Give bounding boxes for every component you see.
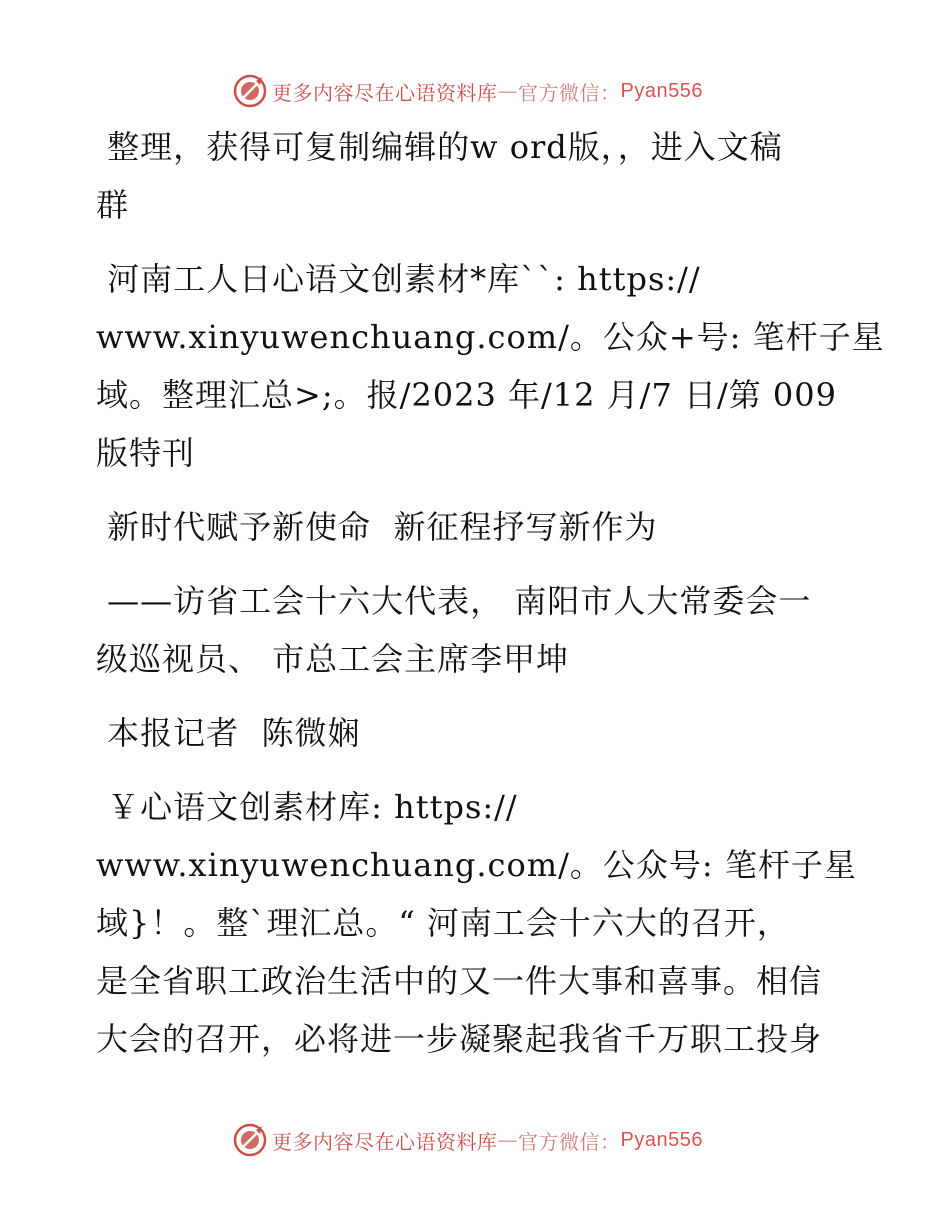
- article-title: [96, 498, 856, 556]
- text-line: 新时代赋予新使命 新征程抒写新作为: [96, 508, 658, 546]
- paragraph: [96, 250, 885, 482]
- paragraph: [96, 118, 856, 234]
- text-line: www.xinyuwenchuang.com/。公众号: 笔杆子星: [96, 846, 857, 884]
- watermark-main-text: 更多内容尽在心语资料库: [272, 80, 498, 105]
- pen-seal-logo-icon: [232, 1122, 268, 1158]
- watermark-wechat-label: 官方微信：: [518, 1129, 621, 1154]
- text-line: 版特刊: [96, 434, 196, 472]
- text-line: ￥心语文创素材库: https://: [96, 788, 518, 826]
- document-body: [96, 118, 885, 1068]
- watermark-separator: —: [497, 1128, 518, 1152]
- text-line: 群: [96, 186, 130, 224]
- text-line: www.xinyuwenchuang.com/。公众+号: 笔杆子星: [96, 318, 885, 356]
- text-line: 域}！。整`理汇总。“ 河南工会十六大的召开，: [96, 904, 790, 942]
- paragraph: [96, 778, 856, 1068]
- watermark-wechat-id: Pyan556: [620, 79, 703, 102]
- watermark-separator: —: [497, 79, 518, 103]
- footer-watermark: [232, 1120, 712, 1160]
- text-line: 域。整理汇总>;。报/2023 年/12 月/7 日/第 009: [96, 376, 838, 414]
- text-line: 级巡视员、 市总工会主席李甲坤: [96, 640, 570, 678]
- text-line: 本报记者 陈微娴: [96, 714, 361, 752]
- header-watermark: [232, 71, 712, 111]
- watermark-wechat-label: 官方微信：: [518, 80, 621, 105]
- text-line: 河南工人日心语文创素材*库``: https://: [96, 260, 701, 298]
- pen-seal-logo-icon: [232, 73, 268, 109]
- text-line: 大会的召开，必将进一步凝聚起我省千万职工投身: [96, 1020, 823, 1058]
- article-subtitle: [96, 572, 856, 688]
- text-line: ——访省工会十六大代表， 南阳市人大常委会一: [96, 582, 812, 620]
- text-line: 整理，获得可复制编辑的w ord版，，进入文稿: [96, 128, 783, 166]
- byline: [96, 704, 856, 762]
- watermark-wechat-id: Pyan556: [620, 1128, 703, 1151]
- watermark-main-text: 更多内容尽在心语资料库: [272, 1129, 498, 1154]
- text-line: 是全省职工政治生活中的又一件大事和喜事。相信: [96, 962, 823, 1000]
